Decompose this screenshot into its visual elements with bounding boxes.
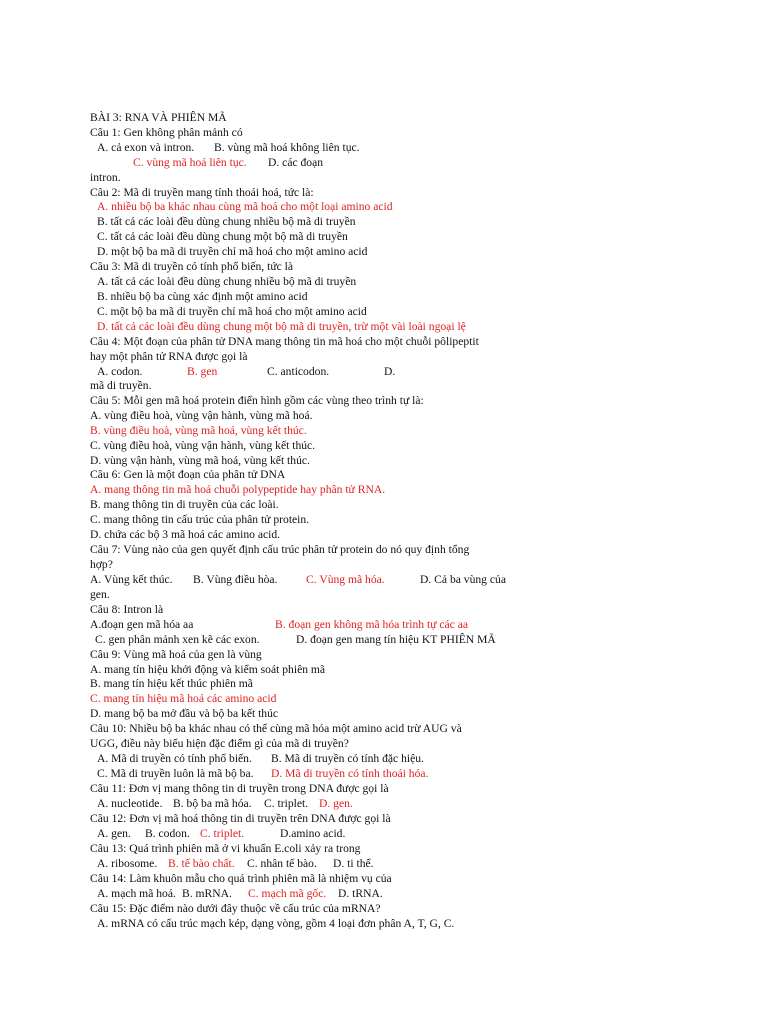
text-line: D. một bộ ba mã di truyền chỉ mã hoá cho một amino acid: [97, 245, 368, 258]
text-line: Câu 8: Intron là: [90, 603, 164, 616]
text-line: B. codon.: [145, 827, 190, 840]
answer-text: D. tất cả các loài đều dùng chung một bộ mã di truyền, trừ một vài loài ngoại lệ: [97, 320, 466, 333]
text-line: A. Vùng kết thúc.: [90, 573, 173, 586]
text-line: B. vùng mã hoá không liên tục.: [214, 141, 360, 154]
text-line: D. đoạn gen mang tín hiệu KT PHIÊN MÃ: [296, 633, 496, 646]
text-line: C. anticodon.: [267, 365, 330, 378]
text-line: A.đoạn gen mã hóa aa: [90, 618, 194, 631]
text-line: Câu 3: Mã di truyền có tính phổ biến, tức là: [90, 260, 294, 273]
text-line: B. Mã di truyền có tính đặc hiệu.: [271, 752, 424, 765]
text-line: A. mang tín hiệu khởi động và kiểm soát phiên mã: [90, 663, 326, 676]
answer-text: D. gen.: [319, 797, 353, 810]
text-line: D.amino acid.: [280, 827, 346, 840]
text-line: A. tất cả các loài đều dùng chung nhiều bộ mã di truyền: [97, 275, 357, 288]
text-line: A. mạch mã hoá.: [97, 887, 176, 900]
text-line: Câu 6: Gen là một đoạn của phân tử DNA: [90, 468, 286, 481]
text-line: Câu 15: Đặc điểm nào dưới đây thuộc về cấu trúc của mRNA?: [90, 902, 381, 915]
text-line: Câu 12: Đơn vị mã hoá thông tin di truyền trên DNA được gọi là: [90, 812, 391, 825]
text-line: gen.: [90, 588, 110, 601]
text-line: C. mang thông tin cấu trúc của phân tử protein.: [90, 513, 310, 526]
text-line: D. vùng vận hành, vùng mã hoá, vùng kết thúc.: [90, 454, 310, 467]
text-line: A. codon.: [97, 365, 143, 378]
answer-text: C. vùng mã hoá liên tục.: [133, 156, 247, 169]
text-line: Câu 4: Một đoạn của phân tử DNA mang thông tin mã hoá cho một chuỗi pôlipeptit: [90, 335, 479, 348]
text-line: hợp?: [90, 558, 113, 571]
text-line: B. bộ ba mã hóa.: [173, 797, 252, 810]
text-line: mã di truyền.: [90, 379, 152, 392]
answer-text: D. Mã di truyền có tính thoái hóa.: [271, 767, 429, 780]
text-line: C. vùng điều hoà, vùng vận hành, vùng kết thúc.: [90, 439, 316, 452]
text-line: A. mRNA có cấu trúc mạch kép, dạng vòng, gồm 4 loại đơn phân A, T, G, C.: [97, 917, 455, 930]
text-line: UGG, điều này biểu hiện đặc điểm gì của mã di truyền?: [90, 737, 349, 750]
text-line: B. Vùng điều hòa.: [193, 573, 278, 586]
answer-text: B. vùng điều hoà, vùng mã hoá, vùng kết thúc.: [90, 424, 307, 437]
text-line: hay một phân tử RNA được gọi là: [90, 350, 248, 363]
answer-text: B. đoạn gen không mã hóa trình tự các aa: [275, 618, 469, 631]
text-line: B. mRNA.: [182, 887, 232, 900]
answer-text: C. mang tín hiệu mã hoá các amino acid: [90, 692, 277, 705]
text-line: D. Cả ba vùng của: [420, 573, 506, 586]
text-line: C. nhân tế bào.: [247, 857, 317, 870]
text-line: Câu 2: Mã di truyền mang tính thoái hoá, tức là:: [90, 186, 314, 199]
text-line: B. mang thông tin di truyền của các loài.: [90, 498, 279, 511]
text-line: A. gen.: [97, 827, 131, 840]
text-line: A. cả exon và intron.: [97, 141, 195, 154]
answer-text: B. tế bào chất.: [168, 857, 235, 870]
text-line: D. ti thể.: [333, 857, 374, 870]
answer-text: A. mang thông tin mã hoá chuỗi polypeptide hay phân tử RNA.: [90, 483, 386, 496]
text-line: C. tất cả các loài đều dùng chung một bộ mã di truyền: [97, 230, 348, 243]
text-line: Câu 5: Mỗi gen mã hoá protein điển hình gồm các vùng theo trình tự là:: [90, 394, 424, 407]
answer-text: A. nhiều bộ ba khác nhau cùng mã hoá cho một loại amino acid: [97, 200, 393, 213]
text-line: D. các đoạn: [268, 156, 324, 169]
text-line: D.: [384, 365, 396, 378]
text-line: Câu 14: Làm khuôn mẫu cho quá trình phiên mã là nhiệm vụ của: [90, 872, 392, 885]
text-line: D. mang bộ ba mở đầu và bộ ba kết thúc: [90, 707, 279, 720]
text-line: B. nhiều bộ ba cùng xác định một amino acid: [97, 290, 308, 303]
text-line: Câu 13: Quá trình phiên mã ở vi khuẩn E.coli xảy ra trong: [90, 842, 361, 855]
text-line: A. nucleotide.: [97, 797, 163, 810]
text-line: C. một bộ ba mã di truyền chỉ mã hoá cho một amino acid: [97, 305, 367, 318]
answer-text: C. mạch mã gốc.: [248, 887, 327, 900]
answer-text: C. triplet.: [200, 827, 245, 840]
text-line: A. Mã di truyền có tính phổ biến.: [97, 752, 252, 765]
text-line: A. vùng điều hoà, vùng vận hành, vùng mã hoá.: [90, 409, 313, 422]
text-line: Câu 9: Vùng mã hoá của gen là vùng: [90, 648, 262, 661]
text-line: C. gen phân mảnh xen kẽ các exon.: [95, 633, 260, 646]
text-line: D. chứa các bộ 3 mã hoá các amino acid.: [90, 528, 281, 541]
text-line: C. triplet.: [264, 797, 309, 810]
answer-text: C. Vùng mã hóa.: [306, 573, 385, 586]
text-line: Câu 11: Đơn vị mang thông tin di truyền trong DNA được gọi là: [90, 782, 389, 795]
text-line: D. tRNA.: [338, 887, 383, 900]
text-line: Câu 10: Nhiều bộ ba khác nhau có thể cùng mã hóa một amino acid trừ AUG và: [90, 722, 462, 735]
text-line: Câu 1: Gen không phân mảnh có: [90, 126, 243, 139]
text-line: B. tất cả các loài đều dùng chung nhiều bộ mã di truyền: [97, 215, 356, 228]
document-title: BÀI 3: RNA VÀ PHIÊN MÃ: [90, 111, 227, 124]
text-line: intron.: [90, 171, 121, 184]
text-line: Câu 7: Vùng nào của gen quyết định cấu trúc phân tử protein do nó quy định tổng: [90, 543, 470, 556]
text-line: C. Mã di truyền luôn là mã bộ ba.: [97, 767, 254, 780]
text-line: A. ribosome.: [97, 857, 158, 870]
answer-text: B. gen: [187, 365, 218, 378]
text-line: B. mang tín hiệu kết thúc phiên mã: [90, 677, 253, 690]
